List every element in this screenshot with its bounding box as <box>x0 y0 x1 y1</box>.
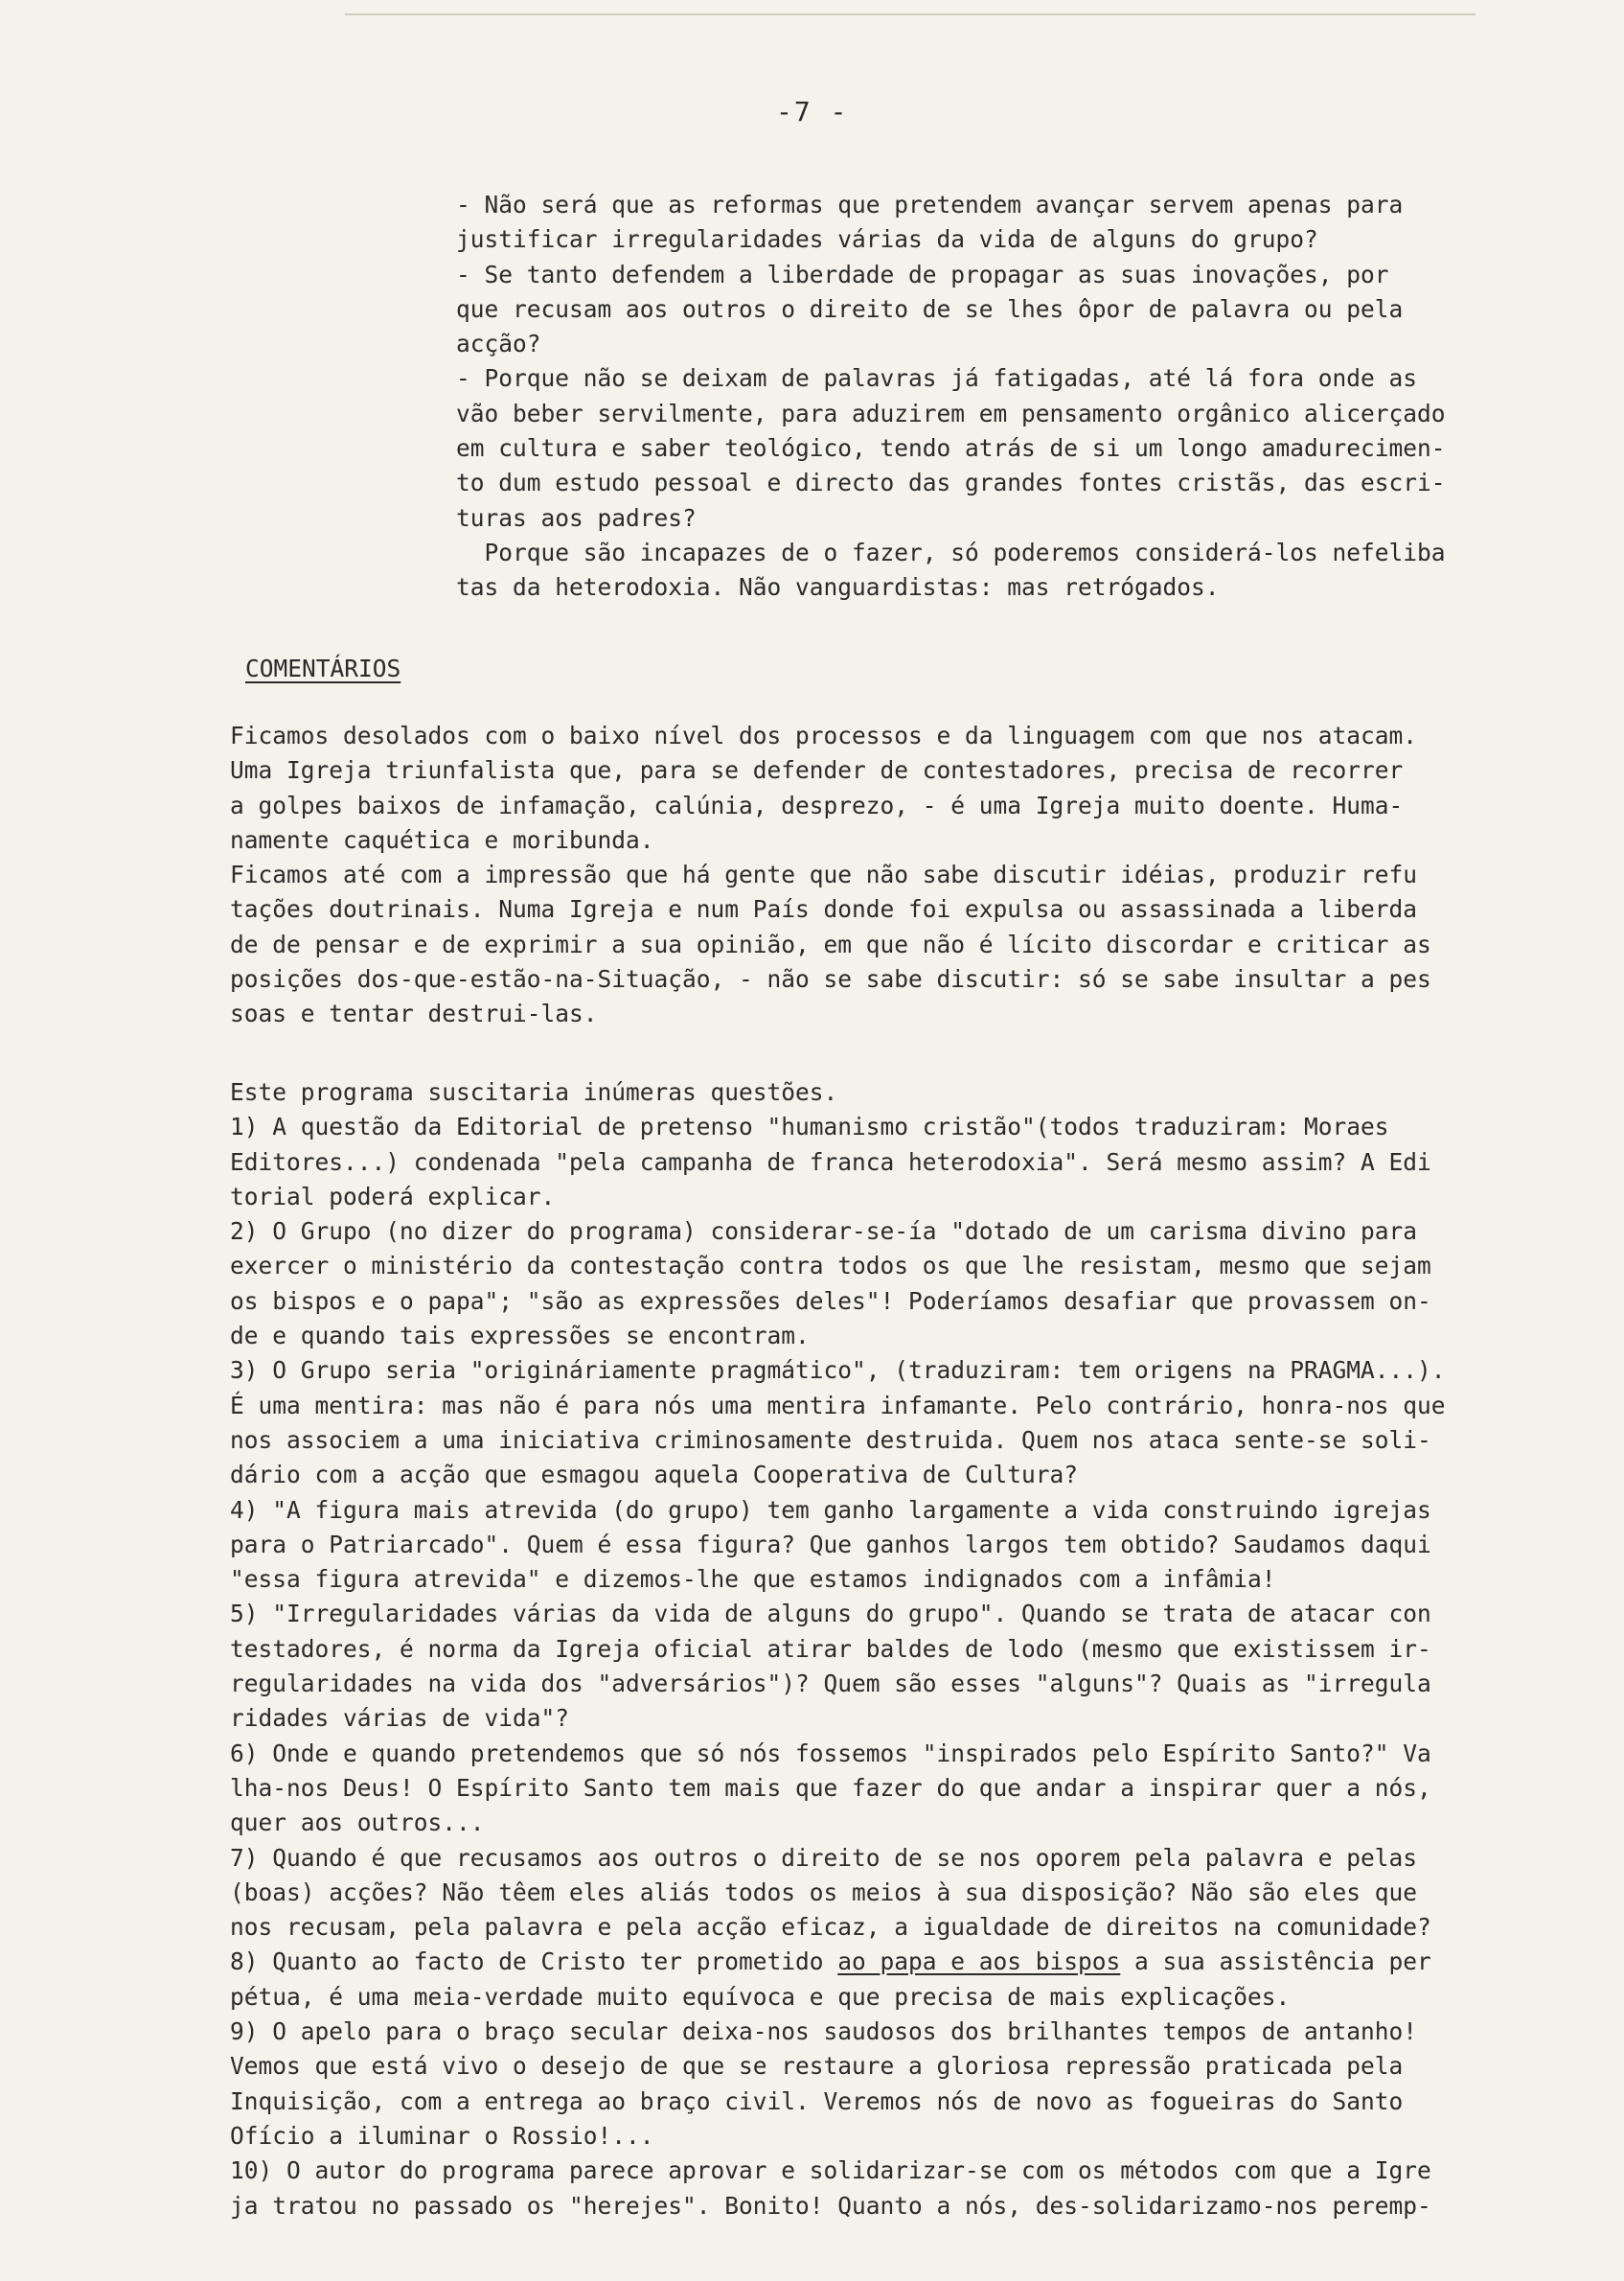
text-line: exercer o ministério da contestação contra todos os que lhe resistam, mesmo que sejam <box>230 1252 1431 1280</box>
text-line: Inquisição, com a entrega ao braço civil. Veremos nós de novo as fogueiras do Santo <box>230 2086 1404 2115</box>
text-line: É uma mentira: mas não é para nós uma mentira infamante. Pelo contrário, honra-nos que <box>230 1391 1446 1419</box>
text-line: ja tratou no passado os "herejes". Bonito! Quanto a nós, des-solidarizamo-nos peremp- <box>230 2191 1431 2220</box>
text-line: pétua, é uma meia-verdade muito equívoca e que precisa de mais explicações. <box>230 1982 1291 2011</box>
text-line: de de pensar e de exprimir a sua opinião, em que não é lícito discordar e criticar as <box>230 930 1431 958</box>
text-line: soas e tentar destrui-las. <box>230 1000 598 1028</box>
underlined-phrase: ao papa e aos bispos <box>837 1947 1121 1976</box>
text-line: para o Patriarcado". Quem é essa figura? Que ganhos largos tem obtido? Saudamos daqui <box>230 1530 1431 1558</box>
text-line: - Se tanto defendem a liberdade de propagar as suas inovações, por <box>456 260 1389 288</box>
text-line: os bispos e o papa"; "são as expressões deles"! Poderíamos desafiar que provassem on- <box>230 1286 1431 1315</box>
text-line: to dum estudo pessoal e directo das grandes fontes cristãs, das escri- <box>456 469 1446 497</box>
text-line: 10) O autor do programa parece aprovar e solidarizar-se com os métodos com que a Igre <box>230 2156 1431 2185</box>
text-line: a golpes baixos de infamação, calúnia, desprezo, - é uma Igreja muito doente. Huma- <box>230 791 1404 819</box>
text-line: em cultura e saber teológico, tendo atrás de si um longo amadurecimen- <box>456 434 1446 463</box>
text-line: 4) "A figura mais atrevida (do grupo) tem ganho largamente a vida construindo igrejas <box>230 1495 1431 1524</box>
questions-list <box>230 1075 1533 2223</box>
text-line: Ficamos até com a impressão que há gente que não sabe discutir idéias, produzir refu <box>230 861 1418 889</box>
text-line: acção? <box>456 330 541 358</box>
text-line: quer aos outros... <box>230 1809 485 1837</box>
section-heading-comments: COMENTÁRIOS <box>245 655 401 682</box>
text-line: Ofício a iluminar o Rossio!... <box>230 2121 654 2150</box>
text-line-q8 <box>230 1945 1533 1979</box>
text-line: Uma Igreja triunfalista que, para se defender de contestadores, precisa de recorrer <box>230 756 1404 785</box>
text-line: - Não será que as reformas que pretendem avançar servem apenas para <box>456 191 1404 219</box>
text-line: vão beber servilmente, para aduzirem em pensamento orgânico alicerçado <box>456 399 1446 427</box>
page-number: -7 - <box>776 96 849 127</box>
text-line: tas da heterodoxia. Não vanguardistas: mas retrógados. <box>456 573 1220 602</box>
text-line: - Porque não se deixam de palavras já fatigadas, até lá fora onde as <box>456 364 1418 393</box>
text-line: regularidades na vida dos "adversários")? Quem são esses "alguns"? Quais as "irregula <box>230 1670 1431 1698</box>
text-segment: 8) Quanto ao facto de Cristo ter prometido <box>230 1947 838 1976</box>
text-line: Ficamos desolados com o baixo nível dos processos e da linguagem com que nos atacam. <box>230 722 1418 749</box>
text-line: 2) O Grupo (no dizer do programa) considerar-se-ía "dotado de um carisma divino para <box>230 1217 1418 1246</box>
text-line: Porque são incapazes de o fazer, só poderemos considerá-los nefeliba <box>456 538 1446 566</box>
text-line: 7) Quando é que recusamos aos outros o direito de se nos oporem pela palavra e pelas <box>230 1843 1418 1872</box>
text-line: torial poderá explicar. <box>230 1182 556 1210</box>
text-line: "essa figura atrevida" e dizemos-lhe que estamos indignados com a infâmia! <box>230 1565 1276 1594</box>
comments-paragraph <box>230 719 1533 1032</box>
text-line: namente caquética e moribunda. <box>230 825 654 854</box>
text-line: 1) A questão da Editorial de pretenso "humanismo cristão"(todos traduziram: Moraes <box>230 1113 1389 1141</box>
top-edge-line <box>345 13 1475 15</box>
text-line: 3) O Grupo seria "origináriamente pragmático", (traduziram: tem origens na PRAGMA...). <box>230 1356 1446 1385</box>
text-line: 6) Onde e quando pretendemos que só nós fossemos "inspirados pelo Espírito Santo?" Va <box>230 1739 1431 1767</box>
text-line: nos recusam, pela palavra e pela acção eficaz, a igualdade de direitos na comunidade? <box>230 1913 1431 1942</box>
text-line: lha-nos Deus! O Espírito Santo tem mais que fazer do que andar a inspirar quer a nós, <box>230 1773 1431 1802</box>
text-line: Este programa suscitaria inúmeras questões. <box>230 1078 838 1106</box>
quoted-program-excerpt <box>456 188 1510 606</box>
text-line: justificar irregularidades várias da vida de alguns do grupo? <box>456 225 1318 254</box>
text-line: 9) O apelo para o braço secular deixa-nos saudosos dos brilhantes tempos de antanho! <box>230 2017 1418 2046</box>
text-line: ridades várias de vida"? <box>230 1704 570 1733</box>
text-line: (boas) acções? Não têem eles aliás todos os meios à sua disposição? Não são eles que <box>230 1878 1418 1906</box>
text-segment: a sua assistência per <box>1120 1947 1431 1976</box>
text-line: dário com a acção que esmagou aquela Cooperativa de Cultura? <box>230 1461 1079 1489</box>
text-line: de e quando tais expressões se encontram. <box>230 1322 810 1350</box>
text-line: 5) "Irregularidades várias da vida de alguns do grupo". Quando se trata de atacar con <box>230 1600 1431 1628</box>
text-line: Vemos que está vivo o desejo de que se restaure a gloriosa repressão praticada pela <box>230 2052 1404 2081</box>
text-line: testadores, é norma da Igreja oficial atirar baldes de lodo (mesmo que existissem ir- <box>230 1634 1431 1663</box>
text-line: nos associem a uma iniciativa criminosamente destruida. Quem nos ataca sente-se soli- <box>230 1425 1431 1454</box>
text-line: Editores...) condenada "pela campanha de franca heterodoxia". Será mesmo assim? A Edi <box>230 1147 1431 1176</box>
text-line: tações doutrinais. Numa Igreja e num País donde foi expulsa ou assassinada a liberda <box>230 895 1418 924</box>
text-line: posições dos-que-estão-na-Situação, - não se sabe discutir: só se sabe insultar a pes <box>230 965 1431 994</box>
text-line: turas aos padres? <box>456 503 697 532</box>
text-line: que recusam aos outros o direito de se lhes ôpor de palavra ou pela <box>456 294 1404 323</box>
